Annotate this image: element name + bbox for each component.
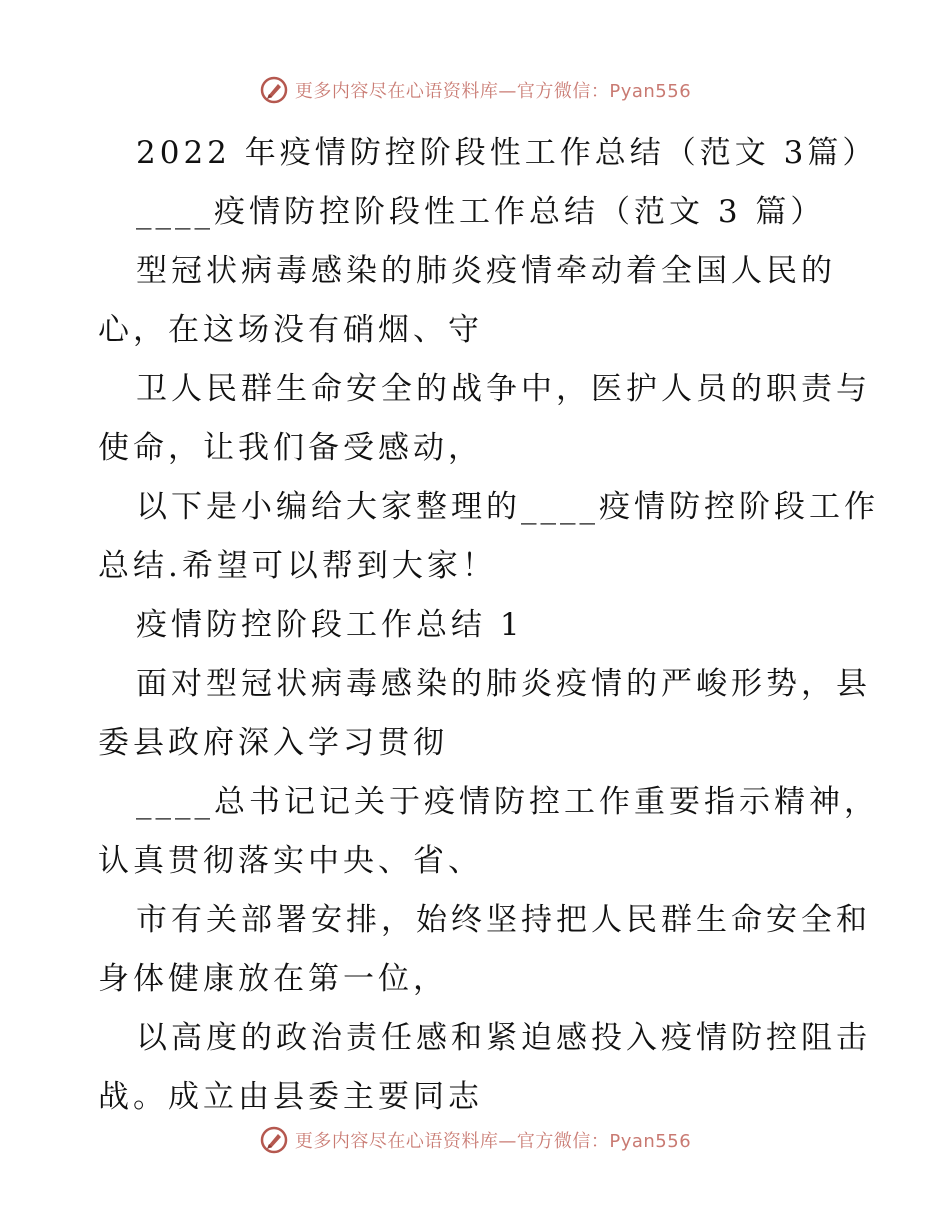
paragraph-line: 市有关部署安排，始终坚持把人民群生命安全和 (136, 902, 871, 938)
pen-logo-icon (259, 1125, 289, 1155)
header-watermark (0, 70, 950, 110)
document-body (98, 124, 879, 1127)
document-subtitle: ____疫情防控阶段性工作总结（范文 3 篇） (136, 194, 826, 230)
paragraph-line: 认真贯彻落实中央、省、 (98, 843, 483, 879)
section-heading: 疫情防控阶段工作总结 1 (136, 607, 524, 643)
paragraph-line: 战。成立由县委主要同志 (98, 1079, 483, 1115)
paragraph-line: 型冠状病毒感染的肺炎疫情牵动着全国人民的 (136, 253, 836, 289)
pen-logo-icon (259, 75, 289, 105)
paragraph-line: 以下是小编给大家整理的____疫情防控阶段工作 (136, 489, 879, 525)
watermark-text: 更多内容尽在心语资料库—官方微信：Pyan556 (294, 1131, 692, 1152)
paragraph-line: ____总书记记关于疫情防控工作重要指示精神， (136, 784, 879, 820)
footer-watermark (0, 1120, 950, 1160)
paragraph-line: 总结.希望可以帮到大家！ (98, 548, 497, 584)
paragraph-line: 委县政府深入学习贯彻 (98, 725, 448, 761)
paragraph-line: 卫人民群生命安全的战争中，医护人员的职责与 (136, 371, 871, 407)
paragraph-line: 心，在这场没有硝烟、守 (98, 312, 483, 348)
paragraph-line: 面对型冠状病毒感染的肺炎疫情的严峻形势，县 (136, 666, 871, 702)
paragraph-line: 身体健康放在第一位， (98, 961, 448, 997)
document-title: 2022 年疫情防控阶段性工作总结（范文 3篇） (136, 135, 878, 171)
watermark-text: 更多内容尽在心语资料库—官方微信：Pyan556 (294, 81, 692, 102)
paragraph-line: 以高度的政治责任感和紧迫感投入疫情防控阻击 (136, 1020, 871, 1056)
paragraph-line: 使命，让我们备受感动， (98, 430, 483, 466)
